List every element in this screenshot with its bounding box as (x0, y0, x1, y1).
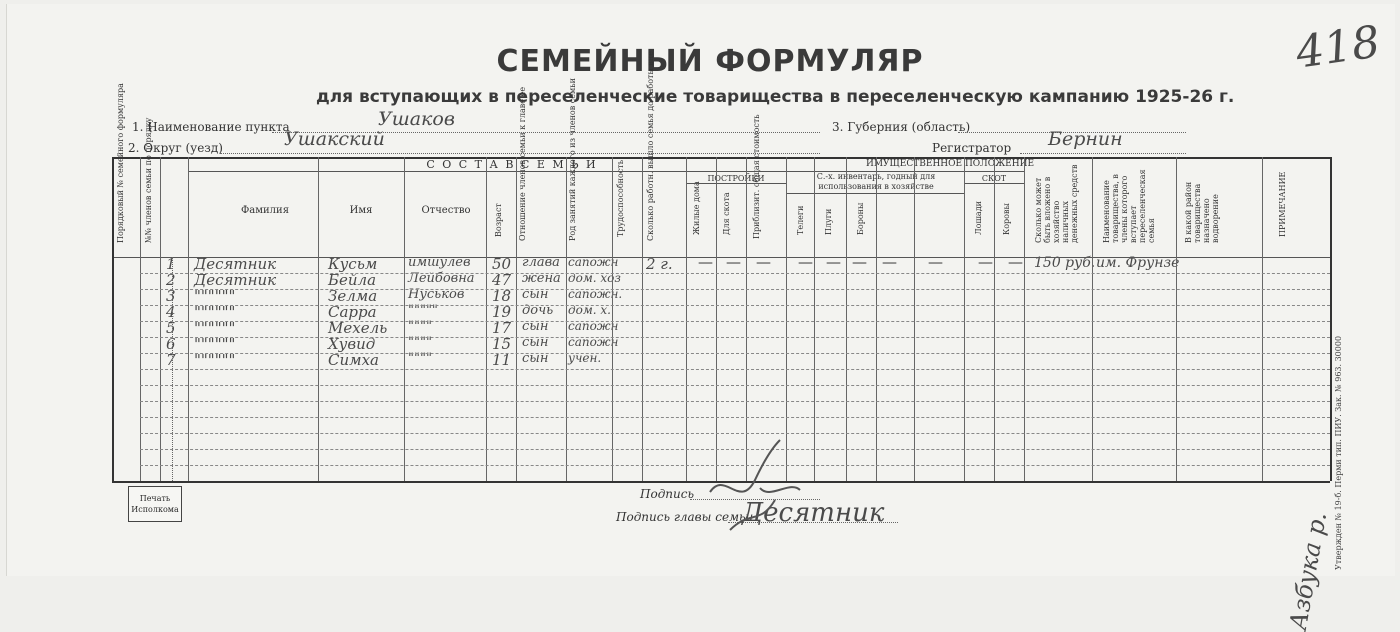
row-name: Хувид (328, 335, 376, 353)
col-horses: Лошади (974, 201, 983, 235)
stamp-box (128, 486, 182, 522)
row-dash: — (756, 253, 771, 271)
row-member-no: 2 (166, 271, 176, 289)
col-district: В какой район товарищества назначено водворение (1184, 181, 1220, 243)
row-relation: глава (522, 255, 560, 270)
col-approx-cost: Приблизит. общая стоимость (752, 114, 761, 239)
row-member-no: 1 (166, 255, 176, 273)
col-formular-no: Порядковый № семейного формуляра (116, 83, 125, 243)
row-relation: сын (522, 351, 549, 366)
table-row-line (140, 289, 1330, 290)
table-header-bottom (112, 257, 1330, 258)
row-age: 18 (492, 287, 512, 305)
row-occupation: дом. х. (568, 303, 611, 317)
table-col-line (1330, 157, 1332, 481)
row-occupation: сапожн (568, 335, 619, 349)
col-ploughs: Плуги (824, 208, 833, 235)
col-age: Возраст (494, 203, 503, 237)
row-surname: """""" (194, 319, 236, 337)
registrator-line (1020, 153, 1186, 154)
table-row-line (140, 417, 1330, 418)
punkt-value: Ушаков (378, 108, 455, 130)
row-dash: — (726, 253, 741, 271)
table-col-line (112, 157, 114, 481)
row-occupation: учен. (568, 351, 602, 365)
col-carts: Телеги (796, 205, 805, 235)
col-notes: ПРИМЕЧАНИЕ (1278, 171, 1287, 237)
row-member-no: 5 (166, 319, 176, 337)
row-relation: дочь (522, 303, 554, 318)
row-surname: """""" (194, 351, 236, 369)
table-row-line (140, 401, 1330, 402)
page-title: СЕМЕЙНЫЙ ФОРМУЛЯР (496, 44, 924, 79)
row-capital: 150 руб. (1034, 255, 1096, 271)
row-dash: — (1008, 253, 1023, 271)
row-occupation: сапожн (568, 255, 619, 269)
group-header-family: С О С Т А В С Е М Ь И (426, 158, 598, 171)
row-surname: Десятник (194, 255, 277, 273)
table-row-line (140, 369, 1330, 370)
row-age: 19 (492, 303, 512, 321)
group-header-property: ИМУЩЕСТВЕННОЕ ПОЛОЖЕНИЕ (865, 159, 1035, 169)
table-row-line (140, 385, 1330, 386)
row-age: 17 (492, 319, 512, 337)
stamp-line-2: Исполкома (131, 505, 179, 514)
row-patronymic: """" (408, 319, 432, 334)
guberniya-label: 3. Губерния (область) (832, 120, 971, 134)
row-member-no: 7 (166, 351, 176, 369)
row-surname: """""" (194, 303, 236, 321)
row-dash: — (698, 253, 713, 271)
row-work: 2 г. (646, 255, 673, 273)
col-surname: Фамилия (240, 205, 290, 216)
col-houses: Жилые дома (692, 181, 701, 235)
row-surname: """""" (194, 335, 236, 353)
row-patronymic: Нуськов (408, 287, 465, 302)
table-row-line (140, 273, 1330, 274)
table-row-line (140, 337, 1330, 338)
row-dash: — (928, 253, 943, 271)
punkt-label: 1. Наименование пункта (132, 120, 290, 134)
row-age: 15 (492, 335, 512, 353)
signature-label: Подпись (640, 487, 695, 501)
row-relation: сын (522, 335, 549, 350)
row-patronymic: """"" (408, 303, 438, 318)
col-ability: Трудоспособность (616, 159, 625, 237)
buildings-group-line (686, 183, 786, 184)
col-relation: Отношение членов семьи к главе ее (518, 86, 527, 241)
okrug-label: 2. Округ (уезд) (128, 141, 223, 155)
table-row-line (140, 321, 1330, 322)
side-note: Азбука р. (1284, 509, 1333, 632)
row-patronymic: Лейбовна (408, 271, 475, 286)
row-relation: жена (522, 271, 561, 286)
row-member-no: 6 (166, 335, 176, 353)
registrator-value: Бернин (1048, 128, 1123, 150)
page-subtitle: для вступающих в переселенческие товарищества в переселенческую кампанию 1925-26 г. (316, 87, 1235, 107)
row-surname: """""" (194, 287, 236, 305)
row-patronymic: имшулев (408, 255, 471, 270)
row-member-no: 3 (166, 287, 176, 305)
row-member-no: 4 (166, 303, 176, 321)
row-relation: сын (522, 319, 549, 334)
col-occupation: Род занятий каждого из членов семьи (568, 78, 577, 241)
row-occupation: дом. хоз (568, 271, 621, 285)
table-row-line (140, 353, 1330, 354)
stamp-line-1: Печать (139, 494, 171, 503)
row-relation: сын (522, 287, 549, 302)
row-occupation: сапожн (568, 319, 619, 333)
head-signature-value: Десятник (742, 498, 885, 528)
col-work-away: Сколько работн. вышло семья до работы вне (646, 51, 655, 241)
row-occupation: сапожн. (568, 287, 623, 301)
row-dash: — (882, 253, 897, 271)
row-surname: Десятник (194, 271, 277, 289)
group-header-inventory: С.-х. инвентарь, годный для использования в хозяйстве (816, 172, 936, 191)
col-cows: Коровы (1002, 203, 1011, 235)
okrug-value: Ушакский (284, 128, 385, 150)
signature-scribble (700, 430, 820, 540)
row-name: Мехель (328, 319, 388, 337)
col-capital: Сколько может быть вложено в хозяйство наличных денежных средств (1034, 164, 1079, 243)
col-stock: Для скота (722, 192, 731, 235)
col-member-no: №№ членов семьи по порядку (144, 117, 153, 243)
row-dash: — (852, 253, 867, 271)
table-top-border (112, 157, 1330, 159)
row-dash: — (826, 253, 841, 271)
row-dash: — (978, 253, 993, 271)
row-partnership: им. Фрунзе (1096, 255, 1180, 271)
row-age: 50 (492, 255, 512, 273)
printer-line: Утвержден № 19-б. Перми тип. ПИУ. Зак. № 963. 30000 (1334, 335, 1343, 570)
row-name: Сарра (328, 303, 377, 321)
row-dash: — (798, 253, 813, 271)
inventory-group-line (786, 193, 964, 194)
col-name: Имя (349, 205, 373, 216)
property-group-line (686, 171, 1024, 172)
archive-number: 418 (1292, 16, 1384, 79)
col-patronymic: Отчество (421, 205, 471, 216)
col-harrows: Бороны (856, 202, 865, 235)
row-patronymic: """" (408, 351, 432, 366)
row-age: 11 (492, 351, 512, 369)
row-name: Зелма (328, 287, 378, 305)
registrator-label: Регистратор (932, 141, 1012, 155)
group-header-buildings: ПОСТРОЙКИ (707, 174, 765, 183)
row-name: Кусьм (328, 255, 378, 273)
col-partnership: Наименование товарищества, в члены которого вступает переселенческая семья (1102, 169, 1156, 243)
row-name: Бейла (328, 271, 377, 289)
table-row-line (140, 305, 1330, 306)
group-header-livestock: СКОТ (981, 174, 1007, 183)
head-signature-label: Подпись главы семьи (616, 510, 754, 524)
row-age: 47 (492, 271, 512, 289)
row-patronymic: """" (408, 335, 432, 350)
row-name: Симха (328, 351, 379, 369)
